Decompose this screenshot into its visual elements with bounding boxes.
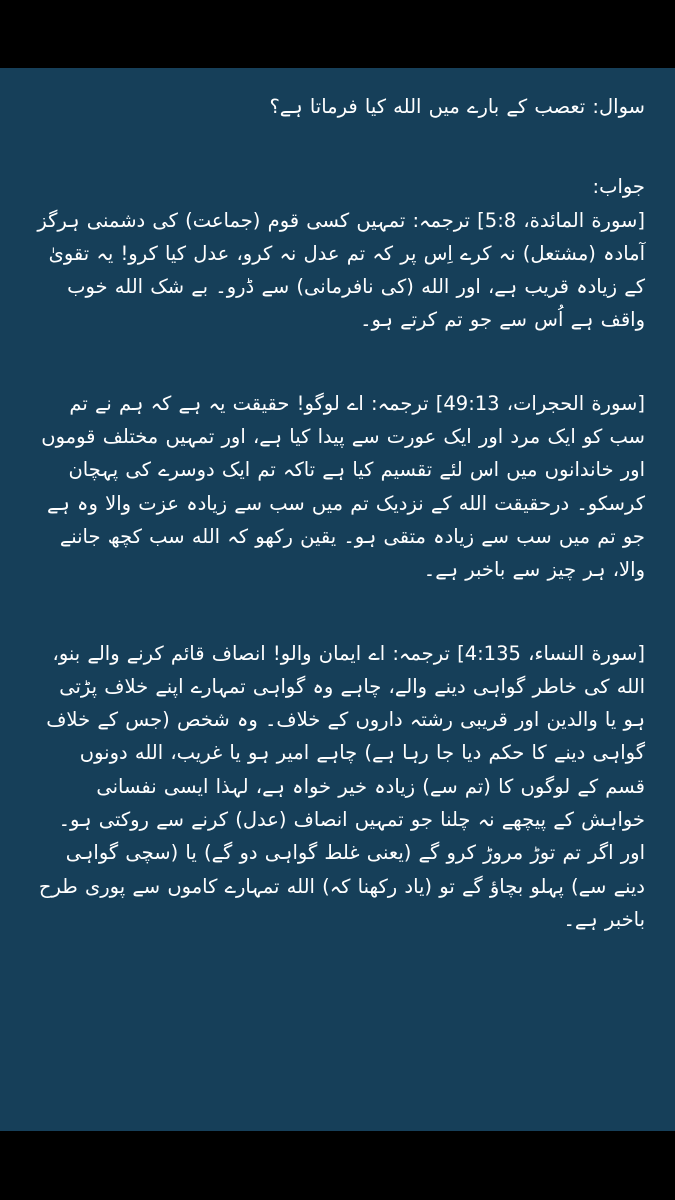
verse-paragraph-al-maidah: [سورة المائدة، 5:8] ترجمہ: تمہیں کسی قوم (جماعت) کی دشمنی ہرگز آمادہ (مشتعل) نہ کرے اِس پر کہ تم عدل نہ کرو، عدل کیا کرو! یہ تقویٰ کے زیادہ قریب ہے، اور الله (کی نافرمانی) سے ڈرو۔ بے شک الله خوب واقف ہے اُس سے جو تم کرتے ہو۔ (37, 208, 645, 332)
text-panel (0, 68, 675, 1131)
answer-heading: جواب: (592, 175, 645, 199)
question-text: سوال: تعصب کے بارے میں الله کیا فرماتا ہے؟ (269, 95, 645, 118)
verse-paragraph-an-nisa: [سورة النساء، 4:135] ترجمہ: اے ایمان والو! انصاف قائم کرنے والے بنو، الله کی خاطر گواہی دینے والے، چاہے وہ گواہی تمہارے اپنے خلاف پڑتی ہو یا والدین اور قریبی رشتہ داروں کے خلاف۔ وہ شخص (جس کے خلاف گواہی دینے کا حکم دیا جا رہا ہے) چاہے امیر ہو یا غریب، الله دونوں قسم کے لوگوں کا (تم سے) زیادہ خیر خواہ ہے، لہذا ایسی نفسانی خواہش کے پیچھے نہ چلنا جو تمہیں انصاف (عدل) کرنے سے روکتی ہو۔ اور اگر تم توڑ مروڑ کرو گے (یعنی غلط گواہی دو گے) یا (سچی گواہی دینے سے) پہلو بچاؤ گے تو (یاد رکھنا کہ) الله تمہارے کاموں سے پوری طرح باخبر ہے۔ (38, 641, 645, 931)
verse-paragraph-al-hujurat: [سورة الحجرات، 49:13] ترجمہ: اے لوگو! حقیقت یہ ہے کہ ہم نے تم سب کو ایک مرد اور ایک عورت سے پیدا کیا ہے، اور تمہیں مختلف قوموں اور خاندانوں میں اس لئے تقسیم کیا ہے تاکہ تم ایک دوسرے کی پہچان کرسکو۔ درحقیقت الله کے نزدیک تم میں سب سے زیادہ عزت والا وہ ہے جو تم میں سب سے زیادہ متقی ہو۔ یقین رکھو کہ الله سب کچھ جاننے والا، ہر چیز سے باخبر ہے۔ (41, 391, 645, 582)
